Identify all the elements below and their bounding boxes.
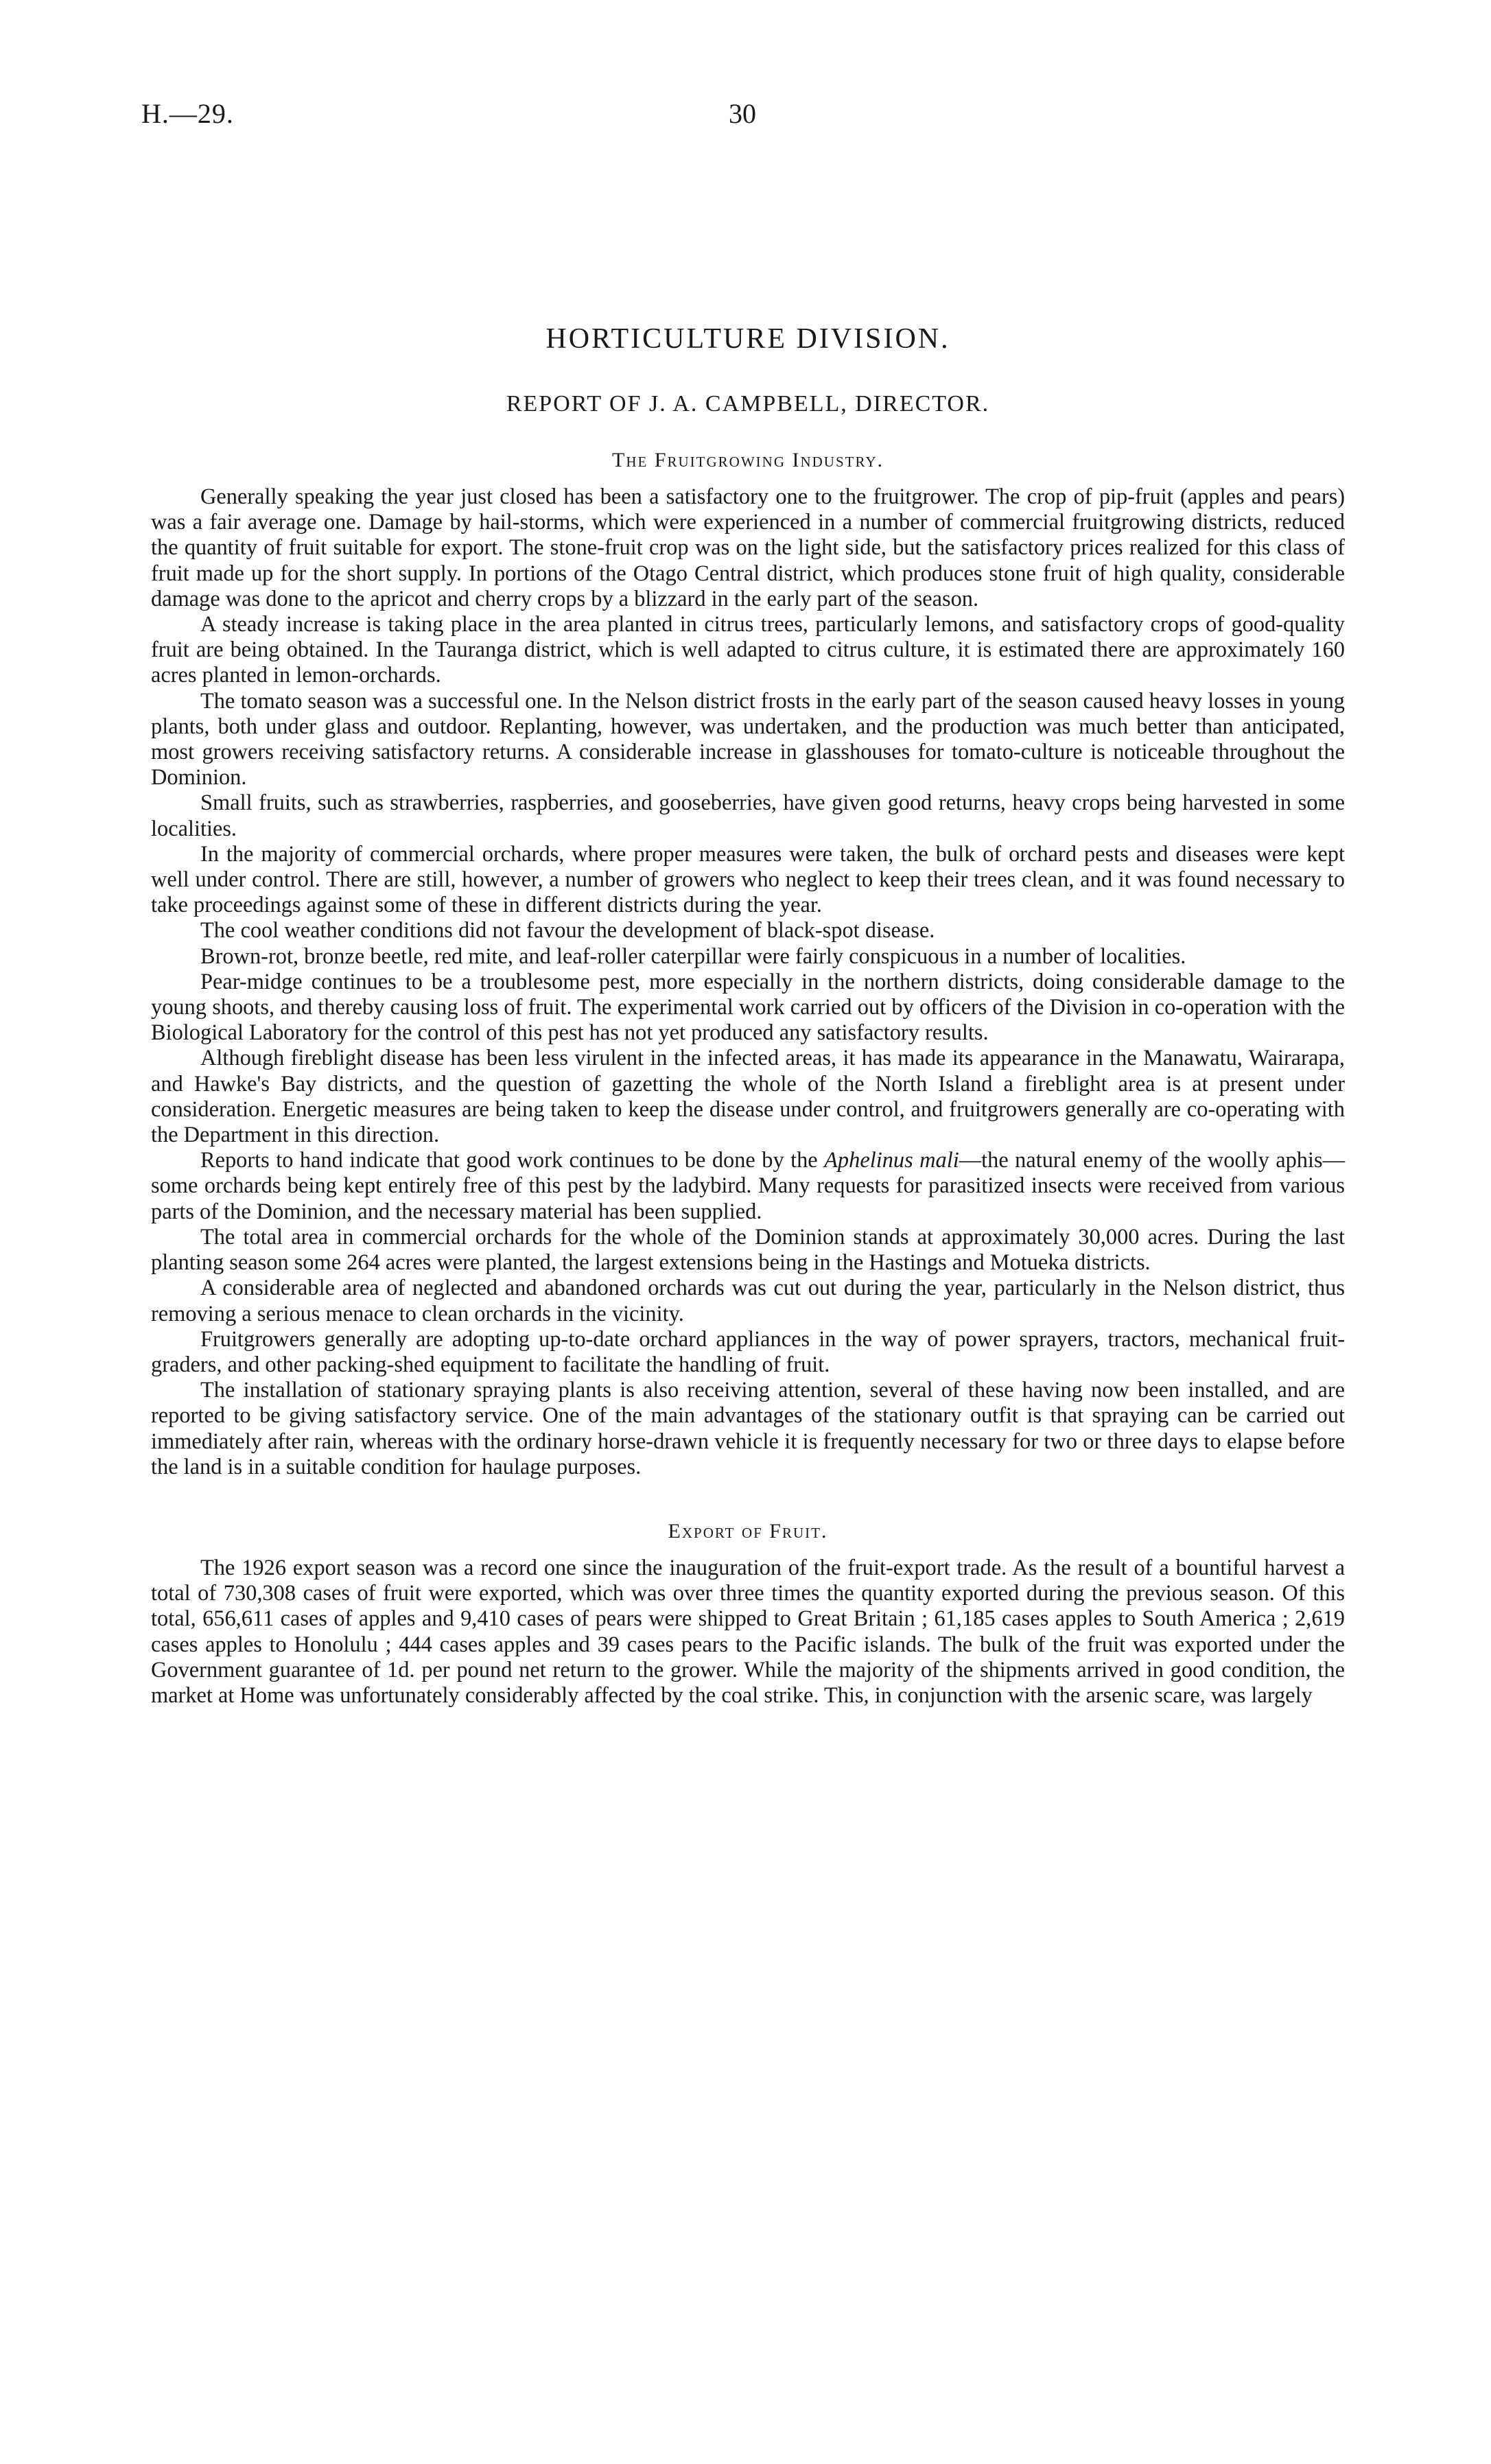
section-fruitgrowing-industry (151, 449, 1345, 1480)
page-number: 30 (729, 98, 756, 129)
paragraph: The installation of stationary spraying plants is also receiving attention, several of these having now been installed, and are reported to be giving satisfactory service. One of the main advantages of the stationary outfit is that spraying can be carried out immediately after rain, whereas with the ordinary horse-drawn vehicle it is frequently necessary for two or three days to elapse before the land is in a suitable condition for haulage purposes. (151, 1378, 1345, 1479)
paragraph: Fruitgrowers generally are adopting up-to-date orchard appliances in the way of power sprayers, tractors, mechanical fruit-graders, and other packing-shed equipment to facilitate the handling of fruit. (151, 1326, 1345, 1377)
section-heading: Export of Fruit. (668, 1519, 828, 1542)
paragraph: Although fireblight disease has been less virulent in the infected areas, it has made its appearance in the Manawatu, Wairarapa, and Hawke's Bay districts, and the question of gazetting the whole of the North Island a fireblight area is at present under consideration. Energetic measures are being taken to keep the disease under control, and fruitgrowers generally are co-operating with the Department in this direction. (151, 1046, 1345, 1148)
paragraph: The tomato season was a successful one. In the Nelson district frosts in the early part of the season caused heavy losses in young plants, both under glass and outdoor. Replanting, however, was undertaken, and the production was much better than anticipated, most growers receiving satisfactory returns. A considerable increase in glasshouses for tomato-culture is noticeable throughout the Dominion. (151, 688, 1345, 790)
paragraph: Small fruits, such as strawberries, raspberries, and gooseberries, have given good returns, heavy crops being harvested in some localities. (151, 790, 1345, 841)
paragraph: The cool weather conditions did not favour the development of black-spot disease. (200, 918, 935, 943)
document-body (151, 322, 1345, 1709)
paragraph: Brown-rot, bronze beetle, red mite, and leaf-roller caterpillar were fairly conspicuous in a number of localities. (200, 943, 1186, 969)
paragraph: Pear-midge continues to be a troublesome pest, more especially in the northern districts, doing considerable damage to the young shoots, and thereby causing loss of fruit. The experimental work carried out by officers of the Division in co-operation with the Biological Laboratory for the control of this pest has not yet produced any satisfactory results. (151, 969, 1345, 1046)
section-export-of-fruit (151, 1520, 1345, 1709)
parliamentary-paper-reference: H.—29. (141, 98, 234, 129)
paragraph: The total area in commercial orchards for the whole of the Dominion stands at approximately 30,000 acres. During the last planting season some 264 acres were planted, the largest extensions being in the Hastings and Motueka districts. (151, 1224, 1345, 1276)
paragraph: A considerable area of neglected and abandoned orchards was cut out during the year, particularly in the Nelson district, thus removing a serious menace to clean orchards in the vicinity. (151, 1276, 1345, 1326)
species-name: Aphelinus mali (824, 1148, 959, 1173)
paragraph: A steady increase is taking place in the area planted in citrus trees, particularly lemons, and satisfactory crops of good-quality fruit are being obtained. In the Tauranga district, which is well adapted to citrus culture, it is estimated there are approximately 160 acres planted in lemon-orchards. (151, 612, 1345, 688)
page-header (0, 97, 1491, 139)
paragraph: In the majority of commercial orchards, where proper measures were taken, the bulk of orchard pests and diseases were kept well under control. There are still, however, a number of growers who neglect to keep their trees clean, and it was found necessary to take proceedings against some of these in different districts during the year. (151, 841, 1345, 918)
paragraph: Reports to hand indicate that good work continues to be done by the Aphelinus mali—the natural enemy of the woolly aphis—some orchards being kept entirely free of this pest by the ladybird. Many requests for parasitized insects were received from various parts of the Dominion, and the necessary material has been supplied. (151, 1148, 1345, 1224)
report-title: REPORT OF J. A. CAMPBELL, DIRECTOR. (506, 391, 990, 416)
division-title: HORTICULTURE DIVISION. (545, 323, 950, 355)
section-heading: The Fruitgrowing Industry. (612, 449, 884, 471)
paragraph: Generally speaking the year just closed has been a satisfactory one to the fruitgrower. The crop of pip-fruit (apples and pears) was a fair average one. Damage by hail-storms, which were experienced in a number of commercial fruitgrowing districts, reduced the quantity of fruit suitable for export. The stone-fruit crop was on the light side, but the satisfactory prices realized for this class of fruit made up for the short supply. In portions of the Otago Central district, which produces stone fruit of high quality, considerable damage was done to the apricot and cherry crops by a blizzard in the early part of the season. (151, 484, 1345, 611)
paragraph: The 1926 export season was a record one since the inauguration of the fruit-export trade. As the result of a bountiful harvest a total of 730,308 cases of fruit were exported, which was over three times the quantity exported during the previous season. Of this total, 656,611 cases of apples and 9,410 cases of pears were shipped to Great Britain ; 61,185 cases apples to South America ; 2,619 cases apples to Honolulu ; 444 cases apples and 39 cases pears to the Pacific islands. The bulk of the fruit was exported under the Government guarantee of 1d. per pound net return to the grower. While the majority of the shipments arrived in good condition, the market at Home was unfortunately considerably affected by the coal strike. This, in conjunction with the arsenic scare, was largely (151, 1555, 1345, 1708)
